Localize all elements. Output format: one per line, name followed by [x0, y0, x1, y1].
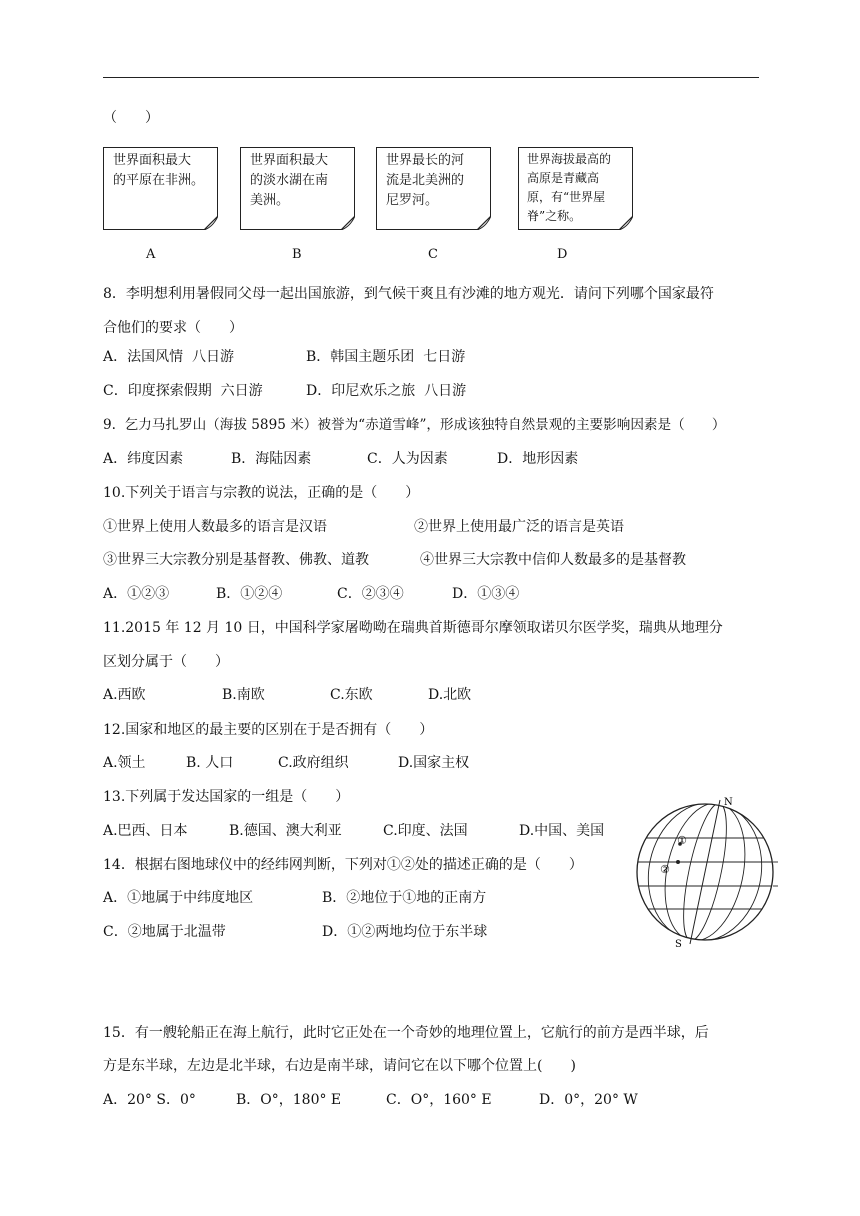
question-15-stem: 15．有一艘轮船正在海上航行，此时它正处在一个奇妙的地理位置上，它航行的前方是西半球，后 [103, 1025, 709, 1041]
question-8-option-d: D．印尼欢乐之旅 八日游 [306, 383, 467, 399]
header-rule [103, 77, 759, 78]
question-14-option-d: D．①②两地均位于东半球 [322, 924, 488, 940]
card-line: 世界面积最大 [113, 153, 192, 168]
card-line: 尼罗河。 [386, 193, 439, 208]
question-13-option-a: A.巴西、日本 [103, 823, 188, 839]
question-10-option-d: D．①③④ [452, 586, 520, 602]
point-2-label: ② [660, 863, 670, 876]
question-12-option-a: A.领土 [103, 755, 146, 771]
card-label-b: B [292, 247, 302, 262]
card-line: 的平原在非洲。 [113, 173, 205, 188]
question-12-option-c: C.政府组织 [278, 755, 349, 771]
question-13-stem: 13.下列属于发达国家的一组是（ ） [103, 789, 350, 805]
question-15-stem-cont: 方是东半球，左边是北半球，右边是南半球，请问它在以下哪个位置上( ) [103, 1058, 576, 1074]
question-10-statement-1: ①世界上使用人数最多的语言是汉语 [103, 519, 327, 535]
card-line: 世界海拔最高的 [527, 152, 612, 166]
globe-diagram [628, 792, 778, 952]
question-15-option-c: C．O°，160° E [386, 1092, 492, 1108]
question-8-stem: 8．李明想利用暑假同父母一起出国旅游，到气候干爽且有沙滩的地方观光．请问下列哪个国家最符 [103, 286, 714, 302]
question-10-option-c: C．②③④ [337, 586, 404, 602]
question-9-stem: 9. 乞力马扎罗山（海拔 5895 米）被誉为“赤道雪峰”，形成该独特自然景观的主要影响因素是（ ） [103, 417, 726, 433]
question-9-option-d: D．地形因素 [497, 451, 579, 467]
page-curl-icon [619, 216, 633, 230]
north-label: N [724, 797, 733, 808]
globe-axis [690, 800, 720, 944]
question-14-option-a: A．①地属于中纬度地区 [103, 890, 254, 906]
card-line: 高原是青藏高 [527, 171, 600, 185]
question-8-stem-cont: 合他们的要求（ ） [103, 320, 243, 336]
option-card-b [240, 147, 355, 230]
question-9-option-c: C．人为因素 [367, 451, 448, 467]
question-15-option-b: B．O°，180° E [236, 1092, 342, 1108]
south-label: S [675, 939, 682, 950]
page-curl-icon [204, 216, 218, 230]
card-label-a: A [146, 247, 156, 262]
card-line: 脊”之称。 [527, 209, 582, 223]
page-curl-icon [341, 216, 355, 230]
question-12-option-d: D.国家主权 [398, 755, 470, 771]
page-curl-icon [477, 216, 491, 230]
card-line: 流是北美洲的 [386, 173, 465, 188]
question-14-option-b: B．②地位于①地的正南方 [322, 890, 487, 906]
question-12-option-b: B. 人口 [186, 755, 234, 771]
card-label-c: C [428, 247, 438, 262]
question-9-option-b: B．海陆因素 [231, 451, 312, 467]
point-2-marker [676, 860, 680, 864]
question-14-option-c: C．②地属于北温带 [103, 924, 226, 940]
option-card-a [103, 147, 218, 230]
card-line: 美洲。 [250, 193, 290, 208]
question-10-stem: 10.下列关于语言与宗教的说法，正确的是（ ） [103, 485, 420, 501]
question-13-option-b: B.德国、澳大利亚 [229, 823, 342, 839]
question-13-option-c: C.印度、法国 [383, 823, 468, 839]
question-11-option-d: D.北欧 [428, 687, 472, 703]
question-11-option-c: C.东欧 [330, 687, 373, 703]
question-8-option-b: B．韩国主题乐团 七日游 [306, 349, 466, 365]
card-line: 世界面积最大 [250, 153, 329, 168]
question-14-stem: 14．根据右图地球仪中的经纬网判断，下列对①②处的描述正确的是（ ） [103, 857, 583, 873]
question-9-option-a: A．纬度因素 [103, 451, 184, 467]
option-card-c [376, 147, 491, 230]
point-1-label: ① [677, 834, 687, 847]
question-10-option-a: A．①②③ [103, 586, 170, 602]
question-11-stem-cont: 区划分属于（ ） [103, 654, 229, 670]
card-line: 世界最长的河 [386, 153, 465, 168]
question-10-statement-4: ④世界三大宗教中信仰人数最多的是基督教 [420, 552, 686, 568]
question-8-option-a: A．法国风情 八日游 [103, 349, 235, 365]
question-10-statement-3: ③世界三大宗教分别是基督教、佛教、道教 [103, 552, 369, 568]
card-label-d: D [557, 247, 568, 262]
question-7-paren: （ ） [103, 110, 159, 126]
question-11-stem: 11.2015 年 12 月 10 日，中国科学家屠呦呦在瑞典首斯德哥尔摩领取诺贝尔医学奖，瑞典从地理分 [103, 620, 723, 636]
question-12-stem: 12.国家和地区的最主要的区别在于是否拥有（ ） [103, 722, 434, 738]
question-15-option-d: D．0°，20° W [539, 1092, 638, 1108]
question-13-option-d: D.中国、美国 [519, 823, 605, 839]
card-line: 的淡水湖在南 [250, 173, 329, 188]
globe-grid [628, 792, 778, 952]
option-card-d [518, 147, 633, 230]
question-10-option-b: B．①②④ [216, 586, 283, 602]
question-11-option-b: B.南欧 [222, 687, 265, 703]
question-10-statement-2: ②世界上使用最广泛的语言是英语 [414, 519, 624, 535]
question-15-option-a: A．20° S．0° [103, 1092, 196, 1108]
question-11-option-a: A.西欧 [103, 687, 146, 703]
question-8-option-c: C．印度探索假期 六日游 [103, 383, 263, 399]
card-line: 原，有“世界屋 [527, 190, 606, 204]
